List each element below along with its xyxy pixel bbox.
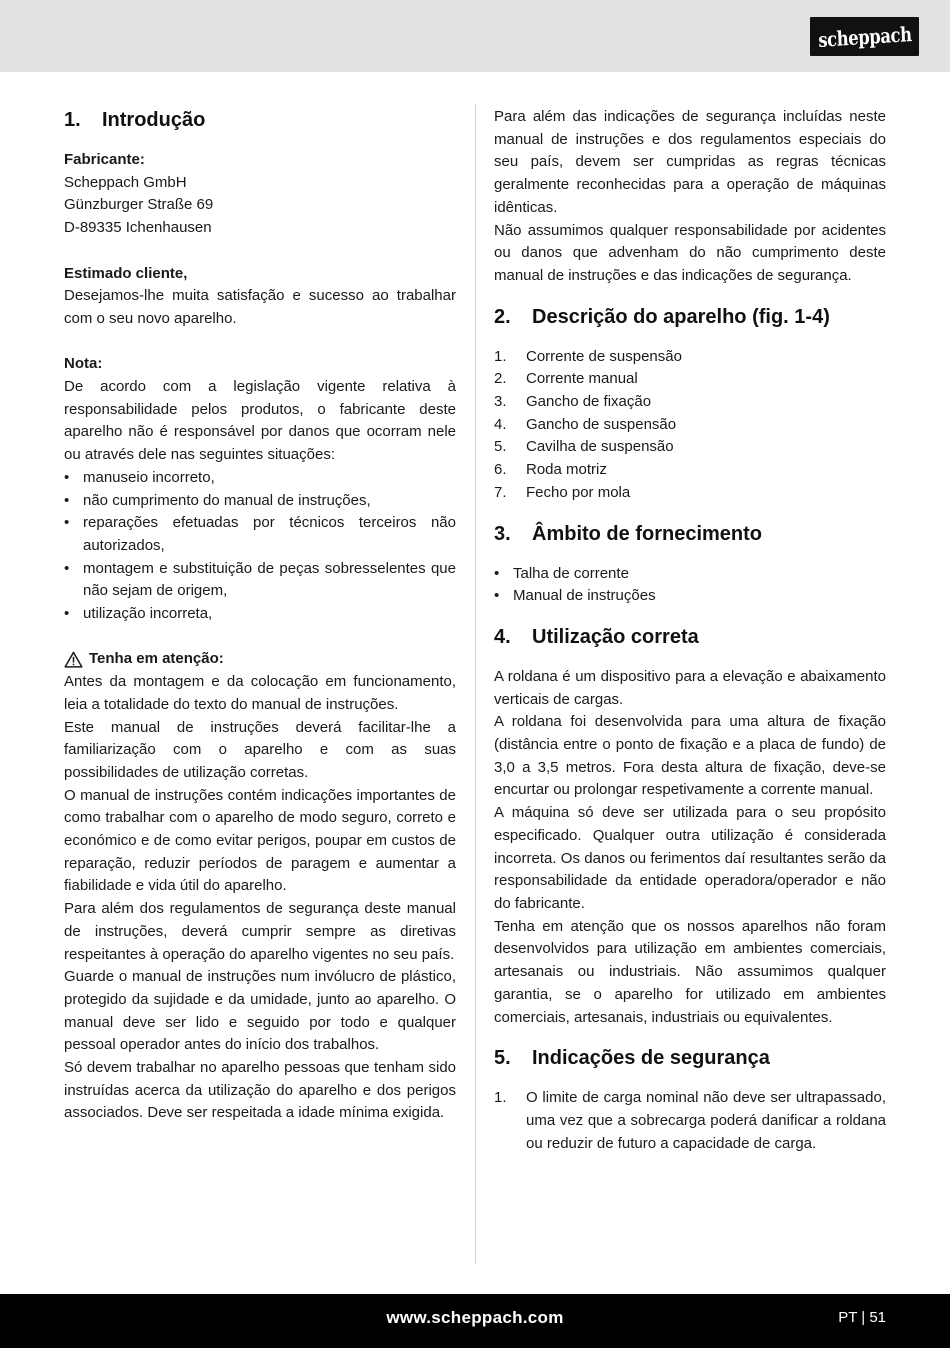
estimado-label: Estimado cliente, <box>64 264 188 282</box>
use-paragraph: A máquina só deve ser utilizada para o seu propósito especificado. Qualquer outra utilização é considerada incorreta. Os danos ou ferimentos daí resultantes serão da responsabilidade da entidade operadora/operador e não do fabricante. <box>494 804 886 912</box>
manufacturer-name: Scheppach GmbH <box>64 173 187 191</box>
warning-paragraph: Para além dos regulamentos de segurança deste manual de instruções, deverá cumprir sempre as diretivas respeitantes à operação do aparelho vigentes no seu país. <box>64 900 456 963</box>
use-paragraph: A roldana foi desenvolvida para uma altura de fixação (distância entre o ponto de fixação e a placa de fundo) de 3,0 a 3,5 metros. Fora desta altura de fixação, deve-se encurtar ou prolongar respetivamente a corrente manual. <box>494 713 886 799</box>
manufacturer-city: D-89335 Ichenhausen <box>64 219 212 237</box>
section-heading-seguranca: 5. Indicações de segurança <box>494 1047 770 1070</box>
list-item: • Talha de corrente <box>494 564 629 582</box>
nota-label: Nota: <box>64 355 103 373</box>
header-band <box>0 0 950 72</box>
warning-heading: Tenha em atenção: <box>64 648 456 671</box>
column-divider <box>475 104 476 1264</box>
list-item: • montagem e substituição de peças sobresselentes que não sejam de origem, <box>64 559 456 600</box>
estimado-text: Desejamos-lhe muita satisfação e sucesso ao trabalhar com o seu novo aparelho. <box>64 287 456 327</box>
warning-paragraph: Antes da montagem e da colocação em funcionamento, leia a totalidade do texto do manual de instruções. <box>64 673 456 713</box>
warning-triangle-icon <box>64 651 83 668</box>
list-item: 7. Fecho por mola <box>494 483 631 501</box>
list-item: • não cumprimento do manual de instruções, <box>64 491 371 509</box>
section-heading-ambito: 3. Âmbito de fornecimento <box>494 522 763 545</box>
warning-paragraph: Este manual de instruções deverá facilitar-lhe a familiarização com o aparelho e com as suas possibilidades de utilização corretas. <box>64 718 456 781</box>
safety-list <box>494 1087 886 1155</box>
list-item: • reparações efetuadas por técnicos terceiros não autorizados, <box>64 514 456 554</box>
fabricante-label: Fabricante: <box>64 151 145 168</box>
left-column <box>64 106 456 1125</box>
section-heading-descricao: 2. Descrição do aparelho (fig. 1-4) <box>494 305 830 328</box>
manufacturer-street: Günzburger Straße 69 <box>64 196 214 214</box>
warning-paragraph: O manual de instruções contém indicações importantes de como trabalhar com o aparelho de modo seguro, correto e económico e de como evitar perigos, poupar em custos de reparação, reduzir períodos de paragem e aumentar a fiabilidade e vida útil do aparelho. <box>64 786 456 895</box>
liability-list <box>64 467 456 626</box>
website-url: www.scheppach.com <box>386 1308 564 1327</box>
list-item: 4. Gancho de suspensão <box>494 415 677 433</box>
footer-band <box>0 1294 950 1348</box>
use-paragraph: Tenha em atenção que os nossos aparelhos não foram desenvolvidos para utilização em ambientes comerciais, artesanais ou industriais. Não assumimos qualquer garantia, se o aparelho for utilizado em ambientes comerciais, artesanais, industriais ou equivalentes. <box>494 917 886 1026</box>
section-heading-introducao: 1. Introdução <box>64 109 206 131</box>
list-item: • Manual de instruções <box>494 587 656 605</box>
list-item: 5. Cavilha de suspensão <box>494 438 674 456</box>
warning-paragraph: Só devem trabalhar no aparelho pessoas que tenham sido instruídas acerca da utilização do aparelho e dos perigos associados. Deve ser respeitada a idade mínima exigida. <box>64 1059 456 1122</box>
nota-text: De acordo com a legislação vigente relativa à responsabilidade pelos produtos, o fabricante deste aparelho não é responsável por danos que ocorram nele ou através dele nas seguintes situações: <box>64 378 456 464</box>
list-item: 3. Gancho de fixação <box>494 393 652 411</box>
scheppach-logo: scheppach <box>810 17 919 56</box>
use-paragraph: A roldana é um dispositivo para a elevação e abaixamento verticais de cargas. <box>494 667 886 708</box>
scope-list <box>494 563 886 608</box>
page-number: PT | 51 <box>838 1309 886 1326</box>
warning-paragraph: Guarde o manual de instruções num invólucro de plástico, protegido da sujidade e da umidade, junto ao aparelho. O manual deve ser lido e seguido por todo e qualquer pessoal operador antes do início dos trabalhos. <box>64 968 456 1054</box>
list-item: 1. O limite de carga nominal não deve ser ultrapassado, uma vez que a sobrecarga poderá danificar a roldana ou reduzir de futuro a capacidade de carga. <box>494 1089 886 1152</box>
list-item: 2. Corrente manual <box>494 370 638 388</box>
liability-paragraph: Não assumimos qualquer responsabilidade por acidentes ou danos que advenham do não cumprimento deste manual de instruções e das indicações de segurança. <box>494 221 886 284</box>
list-item: • manuseio incorreto, <box>64 468 215 486</box>
parts-list <box>494 346 886 505</box>
right-column <box>494 106 886 1155</box>
safety-intro-paragraph: Para além das indicações de segurança incluídas neste manual de instruções e dos regulamentos especiais do seu país, devem ser cumpridas as regras técnicas geralmente reconhecidas para a operação de máquinas idênticas. <box>494 108 886 216</box>
section-heading-utilizacao: 4. Utilização correta <box>494 625 699 648</box>
list-item: 6. Roda motriz <box>494 461 607 479</box>
list-item: • utilização incorreta, <box>64 605 213 623</box>
list-item: 1. Corrente de suspensão <box>494 347 682 365</box>
